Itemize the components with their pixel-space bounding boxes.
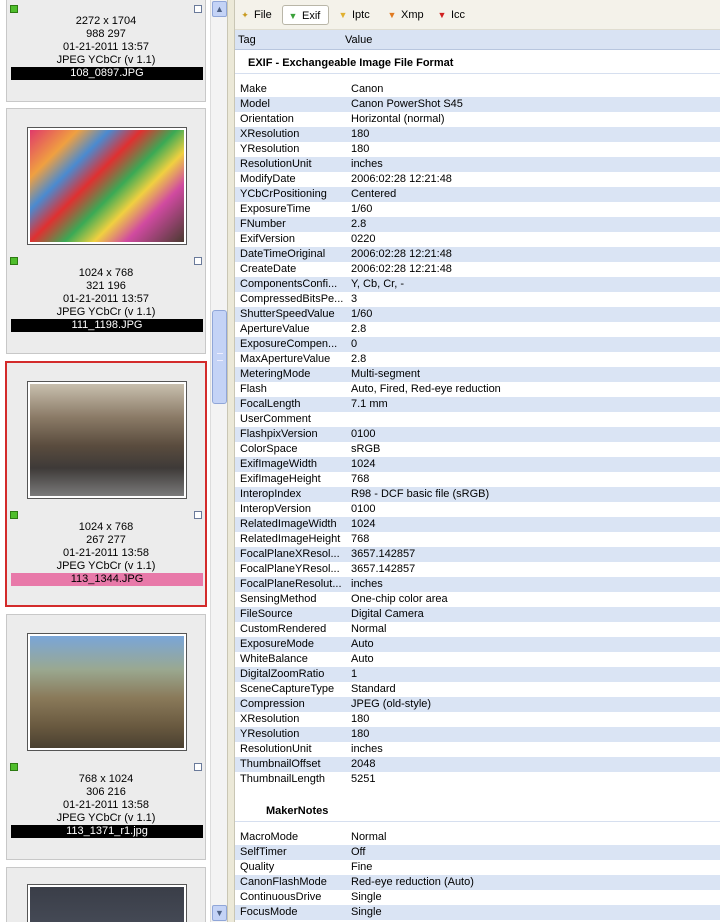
green-triangle-icon: ▼ bbox=[288, 11, 298, 21]
property-row[interactable] bbox=[235, 127, 720, 142]
property-row[interactable] bbox=[235, 232, 720, 247]
property-tag: FocalLength bbox=[240, 398, 301, 410]
property-row[interactable] bbox=[235, 262, 720, 277]
property-tag: Make bbox=[240, 83, 267, 95]
property-row[interactable] bbox=[235, 652, 720, 667]
scrollbar-grip bbox=[217, 353, 223, 361]
property-tag: ResolutionUnit bbox=[240, 158, 312, 170]
select-checkbox-icon[interactable] bbox=[194, 763, 202, 771]
property-row[interactable] bbox=[235, 277, 720, 292]
property-row[interactable] bbox=[235, 905, 720, 920]
property-value: Single bbox=[351, 891, 382, 903]
property-row[interactable] bbox=[235, 577, 720, 592]
select-checkbox-icon[interactable] bbox=[194, 5, 202, 13]
property-value: Auto, Fired, Red-eye reduction bbox=[351, 383, 501, 395]
property-row[interactable] bbox=[235, 322, 720, 337]
property-value: 3 bbox=[351, 293, 358, 305]
select-checkbox-icon[interactable] bbox=[194, 257, 202, 265]
file-date: 01-21-2011 13:57 bbox=[62, 41, 150, 53]
file-size: 988 297 bbox=[86, 28, 126, 40]
property-tag: CompressedBitsPe... bbox=[240, 293, 344, 305]
property-row[interactable] bbox=[235, 592, 720, 607]
property-row[interactable] bbox=[235, 697, 720, 712]
property-tag: RelatedImageWidth bbox=[240, 518, 337, 530]
property-tag: ExifImageWidth bbox=[240, 458, 318, 470]
thumbnail-scrollbar[interactable] bbox=[210, 0, 227, 922]
exif-section-header bbox=[235, 52, 720, 74]
property-tag: ColorSpace bbox=[240, 443, 298, 455]
property-row[interactable] bbox=[235, 247, 720, 262]
property-tag: FlashpixVersion bbox=[240, 428, 318, 440]
property-value: 0100 bbox=[351, 503, 376, 515]
iptc-tab-label: Iptc bbox=[352, 9, 370, 21]
property-value: Single bbox=[351, 906, 382, 918]
property-tag: FNumber bbox=[240, 218, 286, 230]
property-tag: Compression bbox=[240, 698, 305, 710]
property-value: 180 bbox=[351, 713, 370, 725]
image-format: JPEG YCbCr (v 1.1) bbox=[56, 306, 156, 318]
property-tag: MeteringMode bbox=[240, 368, 311, 380]
thumbnail-image[interactable] bbox=[27, 127, 187, 245]
property-tag: FocalPlaneXResol... bbox=[240, 548, 340, 560]
property-value: 2.8 bbox=[351, 218, 367, 230]
property-value: Horizontal (normal) bbox=[351, 113, 445, 125]
property-tag: YResolution bbox=[240, 728, 300, 740]
property-tag: ThumbnailOffset bbox=[240, 758, 321, 770]
file-size: 321 196 bbox=[86, 280, 126, 292]
thumbnail-card[interactable] bbox=[6, 614, 206, 860]
property-row[interactable] bbox=[235, 427, 720, 442]
property-tag: FocalPlaneYResol... bbox=[240, 563, 340, 575]
property-value: 2006:02:28 12:21:48 bbox=[351, 173, 452, 185]
property-row[interactable] bbox=[235, 352, 720, 367]
property-tag: YCbCrPositioning bbox=[240, 188, 327, 200]
file-date: 01-21-2011 13:58 bbox=[62, 799, 150, 811]
property-tag: DigitalZoomRatio bbox=[240, 668, 325, 680]
select-checkbox-icon[interactable] bbox=[194, 511, 202, 519]
property-value: 1/60 bbox=[351, 203, 373, 215]
property-tag: ComponentsConfi... bbox=[240, 278, 338, 290]
thumbnail-card[interactable] bbox=[6, 867, 206, 922]
property-row[interactable] bbox=[235, 727, 720, 742]
property-value: sRGB bbox=[351, 443, 381, 455]
thumbnail-image[interactable] bbox=[27, 633, 187, 751]
icc-tab[interactable] bbox=[432, 5, 469, 25]
property-value: One-chip color area bbox=[351, 593, 448, 605]
property-value: Red-eye reduction (Auto) bbox=[351, 876, 474, 888]
property-row[interactable] bbox=[235, 157, 720, 172]
property-value: 2.8 bbox=[351, 323, 367, 335]
status-green-icon bbox=[10, 257, 18, 265]
property-row[interactable] bbox=[235, 637, 720, 652]
value-column-header[interactable]: Value bbox=[345, 34, 373, 46]
thumbnail-image[interactable] bbox=[27, 381, 187, 499]
property-value: 3657.142857 bbox=[351, 548, 416, 560]
property-tag: ExposureMode bbox=[240, 638, 314, 650]
scrollbar-thumb[interactable] bbox=[212, 310, 227, 404]
property-row[interactable] bbox=[235, 845, 720, 860]
image-dimensions: 768 x 1024 bbox=[78, 773, 134, 785]
property-row[interactable] bbox=[235, 682, 720, 697]
dark-photo bbox=[30, 887, 184, 922]
property-row[interactable] bbox=[235, 547, 720, 562]
yellow-triangle-icon: ▼ bbox=[338, 10, 348, 20]
property-value: 180 bbox=[351, 143, 370, 155]
property-value: 0220 bbox=[351, 233, 376, 245]
file-name[interactable]: 108_0897.JPG bbox=[11, 67, 203, 80]
property-tag: UserComment bbox=[240, 413, 311, 425]
image-dimensions: 1024 x 768 bbox=[78, 521, 134, 533]
thumbnail-list bbox=[0, 0, 210, 922]
xmp-tab-label: Xmp bbox=[401, 9, 424, 21]
file-name[interactable]: 113_1344.JPG bbox=[11, 573, 203, 586]
orange-triangle-icon: ▼ bbox=[387, 10, 397, 20]
file-icon: ✦ bbox=[241, 10, 249, 20]
property-row[interactable] bbox=[235, 307, 720, 322]
property-row[interactable] bbox=[235, 172, 720, 187]
file-size: 267 277 bbox=[86, 534, 126, 546]
property-row[interactable] bbox=[235, 367, 720, 382]
property-value: 2.8 bbox=[351, 353, 367, 365]
property-value: Y, Cb, Cr, - bbox=[351, 278, 404, 290]
property-tag: ExifImageHeight bbox=[240, 473, 321, 485]
property-row[interactable] bbox=[235, 532, 720, 547]
property-value: JPEG (old-style) bbox=[351, 698, 432, 710]
metadata-pane bbox=[235, 0, 720, 922]
colorful-gift-packages-photo bbox=[30, 130, 184, 242]
property-tag: InteropVersion bbox=[240, 503, 311, 515]
property-row[interactable] bbox=[235, 187, 720, 202]
property-tag: ExposureCompen... bbox=[240, 338, 338, 350]
property-row[interactable] bbox=[235, 397, 720, 412]
property-tag: DateTimeOriginal bbox=[240, 248, 326, 260]
property-value: Digital Camera bbox=[351, 608, 424, 620]
property-tag: RelatedImageHeight bbox=[240, 533, 341, 545]
property-value: Standard bbox=[351, 683, 396, 695]
property-row[interactable] bbox=[235, 112, 720, 127]
thumbnail-image[interactable] bbox=[27, 884, 187, 922]
file-date: 01-21-2011 13:57 bbox=[62, 293, 150, 305]
image-format: JPEG YCbCr (v 1.1) bbox=[56, 54, 156, 66]
property-tag: SelfTimer bbox=[240, 846, 287, 858]
property-tag: ModifyDate bbox=[240, 173, 296, 185]
property-row[interactable] bbox=[235, 217, 720, 232]
pane-splitter[interactable] bbox=[227, 0, 235, 922]
exif-tab-label: Exif bbox=[302, 10, 321, 22]
property-tag: ApertureValue bbox=[240, 323, 310, 335]
exif-section-title: EXIF - Exchangeable Image File Format bbox=[248, 57, 454, 69]
property-tag: FileSource bbox=[240, 608, 293, 620]
property-value: 1024 bbox=[351, 518, 376, 530]
property-tag: ExifVersion bbox=[240, 233, 296, 245]
property-value: inches bbox=[351, 158, 383, 170]
property-tag: MacroMode bbox=[240, 831, 299, 843]
icc-tab-label: Icc bbox=[451, 9, 466, 21]
scroll-down-arrow-icon[interactable]: ▼ bbox=[212, 905, 227, 921]
property-row[interactable] bbox=[235, 757, 720, 772]
property-row[interactable] bbox=[235, 292, 720, 307]
file-tab-label: File bbox=[254, 9, 272, 21]
property-value: Auto bbox=[351, 638, 374, 650]
property-value: 768 bbox=[351, 473, 370, 485]
makernotes-section-header bbox=[235, 800, 720, 822]
status-green-icon bbox=[10, 763, 18, 771]
property-value: Canon bbox=[351, 83, 384, 95]
property-tag: Orientation bbox=[240, 113, 294, 125]
column-header bbox=[235, 30, 720, 50]
property-row[interactable] bbox=[235, 472, 720, 487]
property-tag: FocalPlaneResolut... bbox=[240, 578, 342, 590]
property-row[interactable] bbox=[235, 517, 720, 532]
property-value: 3657.142857 bbox=[351, 563, 416, 575]
property-row[interactable] bbox=[235, 442, 720, 457]
property-row[interactable] bbox=[235, 502, 720, 517]
exif-tab[interactable] bbox=[282, 5, 329, 25]
metadata-toolbar bbox=[235, 0, 720, 30]
property-tag: XResolution bbox=[240, 128, 300, 140]
property-value: Normal bbox=[351, 831, 387, 843]
property-tag: SceneCaptureType bbox=[240, 683, 335, 695]
property-value: 768 bbox=[351, 533, 370, 545]
property-row[interactable] bbox=[235, 830, 720, 845]
property-tag: XResolution bbox=[240, 713, 300, 725]
property-value: R98 - DCF basic file (sRGB) bbox=[351, 488, 490, 500]
xmp-tab[interactable] bbox=[382, 5, 428, 25]
property-row[interactable] bbox=[235, 742, 720, 757]
property-value: inches bbox=[351, 578, 383, 590]
property-value: 0100 bbox=[351, 428, 376, 440]
property-value: 180 bbox=[351, 128, 370, 140]
property-value: 2006:02:28 12:21:48 bbox=[351, 263, 452, 275]
makernotes-section-title: MakerNotes bbox=[266, 805, 329, 817]
property-tag: ThumbnailLength bbox=[240, 773, 326, 785]
property-row[interactable] bbox=[235, 712, 720, 727]
property-row[interactable] bbox=[235, 875, 720, 890]
property-row[interactable] bbox=[235, 412, 720, 427]
street-building-facade-photo bbox=[30, 384, 184, 496]
status-green-icon bbox=[10, 511, 18, 519]
property-row[interactable] bbox=[235, 382, 720, 397]
property-value: 5251 bbox=[351, 773, 376, 785]
image-format: JPEG YCbCr (v 1.1) bbox=[56, 812, 156, 824]
property-value: 180 bbox=[351, 728, 370, 740]
property-row[interactable] bbox=[235, 82, 720, 97]
red-triangle-icon: ▼ bbox=[437, 10, 447, 20]
property-value: 7.1 mm bbox=[351, 398, 388, 410]
image-format: JPEG YCbCr (v 1.1) bbox=[56, 560, 156, 572]
property-row[interactable] bbox=[235, 487, 720, 502]
property-tag: CanonFlashMode bbox=[240, 876, 327, 888]
scroll-up-arrow-icon[interactable]: ▲ bbox=[212, 1, 227, 17]
file-name[interactable]: 113_1371_r1.jpg bbox=[11, 825, 203, 838]
file-date: 01-21-2011 13:58 bbox=[62, 547, 150, 559]
property-tag: WhiteBalance bbox=[240, 653, 308, 665]
property-tag: FocusMode bbox=[240, 906, 298, 918]
property-tag: MaxApertureValue bbox=[240, 353, 331, 365]
property-row[interactable] bbox=[235, 622, 720, 637]
property-value: 1024 bbox=[351, 458, 376, 470]
property-row[interactable] bbox=[235, 772, 720, 787]
property-tag: Model bbox=[240, 98, 270, 110]
property-value: 2048 bbox=[351, 758, 376, 770]
property-tag: CreateDate bbox=[240, 263, 297, 275]
property-value: 1 bbox=[351, 668, 358, 680]
property-value: Multi-segment bbox=[351, 368, 421, 380]
property-tag: ExposureTime bbox=[240, 203, 311, 215]
file-tab[interactable] bbox=[235, 5, 276, 25]
property-value: 1/60 bbox=[351, 308, 373, 320]
property-value: 2006:02:28 12:21:48 bbox=[351, 248, 452, 260]
property-value: 0 bbox=[351, 338, 358, 350]
property-row[interactable] bbox=[235, 97, 720, 112]
property-tag: Quality bbox=[240, 861, 275, 873]
property-tag: SensingMethod bbox=[240, 593, 317, 605]
property-row[interactable] bbox=[235, 890, 720, 905]
property-row[interactable] bbox=[235, 860, 720, 875]
property-value: Normal bbox=[351, 623, 387, 635]
property-row[interactable] bbox=[235, 667, 720, 682]
property-value: Centered bbox=[351, 188, 397, 200]
property-value: inches bbox=[351, 743, 383, 755]
property-value: Auto bbox=[351, 653, 374, 665]
status-green-icon bbox=[10, 5, 18, 13]
file-name[interactable]: 111_1198.JPG bbox=[11, 319, 203, 332]
image-dimensions: 2272 x 1704 bbox=[75, 15, 137, 27]
property-tag: YResolution bbox=[240, 143, 300, 155]
property-tag: InteropIndex bbox=[240, 488, 302, 500]
thumbnail-card[interactable] bbox=[6, 108, 206, 354]
property-value: Fine bbox=[351, 861, 373, 873]
thumbnail-card[interactable] bbox=[5, 361, 207, 607]
iptc-tab[interactable] bbox=[333, 5, 374, 25]
property-tag: CustomRendered bbox=[240, 623, 327, 635]
property-row[interactable] bbox=[235, 562, 720, 577]
tag-column-header[interactable]: Tag bbox=[238, 34, 256, 46]
property-row[interactable] bbox=[235, 607, 720, 622]
property-tag: Flash bbox=[240, 383, 267, 395]
property-value: Off bbox=[351, 846, 366, 858]
property-tag: ResolutionUnit bbox=[240, 743, 312, 755]
image-dimensions: 1024 x 768 bbox=[78, 267, 134, 279]
property-row[interactable] bbox=[235, 142, 720, 157]
file-size: 306 216 bbox=[86, 786, 126, 798]
property-tag: ShutterSpeedValue bbox=[240, 308, 335, 320]
thumbnail-card[interactable] bbox=[6, 0, 206, 102]
property-row[interactable] bbox=[235, 202, 720, 217]
property-tag: ContinuousDrive bbox=[240, 891, 322, 903]
property-row[interactable] bbox=[235, 337, 720, 352]
property-row[interactable] bbox=[235, 457, 720, 472]
thumbnail-pane bbox=[0, 0, 227, 922]
property-value: Canon PowerShot S45 bbox=[351, 98, 463, 110]
cathedral-spires-photo bbox=[30, 636, 184, 748]
